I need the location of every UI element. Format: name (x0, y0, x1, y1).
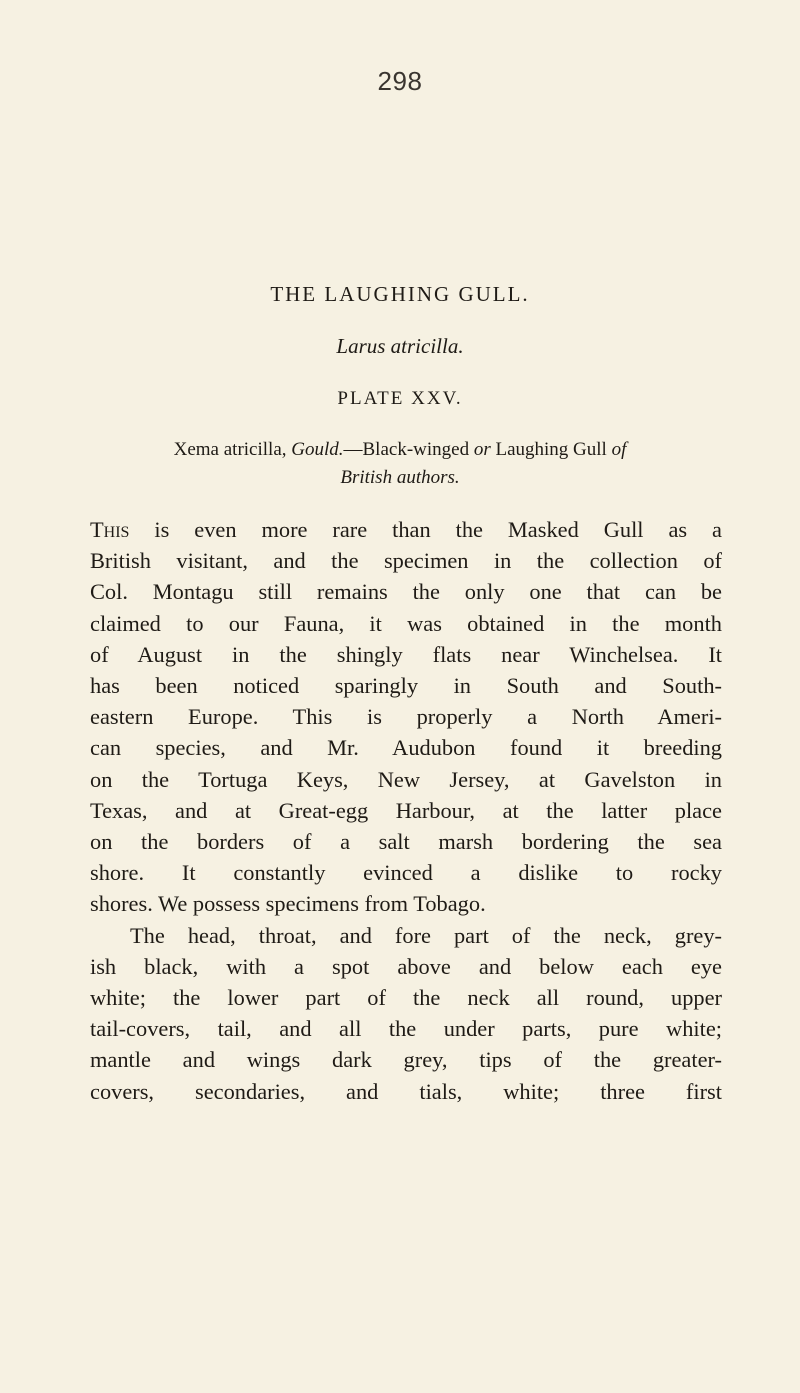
body-line-14: The head, throat, and fore part of the neck, grey- (130, 922, 722, 948)
synonym-genus: Xema atricilla, (173, 439, 292, 460)
body-line-1-rest: is even more rare than the Masked Gull as a (129, 517, 722, 542)
latin-name: Larus atricilla. (336, 334, 464, 358)
synonym-common: —Black-winged (343, 439, 474, 460)
body-line-10: Texas, and at Great-egg Harbour, at the latter place (90, 797, 722, 823)
body-line-19: covers, secondaries, and tials, white; three first (90, 1078, 722, 1104)
synonym-of: of (611, 439, 627, 460)
first-word: This (90, 517, 130, 542)
body-line-8: can species, and Mr. Audubon found it breeding (90, 735, 722, 761)
body-line-16: white; the lower part of the neck all round, upper (90, 985, 722, 1011)
body-line-12: shore. It constantly evinced a dislike to rocky (90, 860, 722, 886)
body-line-18: mantle and wings dark grey, tips of the greater- (90, 1047, 722, 1073)
body-line-17: tail-covers, tail, and all the under parts, pure white; (90, 1016, 722, 1042)
body-line-9: on the Tortuga Keys, New Jersey, at Gavelston in (90, 766, 722, 792)
body-line-5: of August in the shingly flats near Winchelsea. It (90, 641, 722, 667)
synonym-citation (0, 436, 800, 492)
body-line-7: eastern Europe. This is properly a North Ameri- (90, 704, 722, 730)
body-line-11: on the borders of a salt marsh bordering the sea (90, 829, 722, 855)
body-line-2: British visitant, and the specimen in the collection of (90, 548, 722, 574)
page-number: 298 (377, 66, 423, 96)
synonym-or: or (473, 439, 491, 460)
synonym-line-2: British authors. (340, 467, 460, 488)
body-line-4: claimed to our Fauna, it was obtained in the month (90, 610, 722, 636)
body-line-1 (90, 514, 722, 545)
body-line-15: ish black, with a spot above and below each eye (90, 953, 722, 979)
plate-label: PLATE XXV. (337, 388, 463, 409)
body-text (90, 514, 722, 1107)
synonym-laughing: Laughing Gull (490, 439, 612, 460)
body-line-13: shores. We possess specimens from Tobago. (90, 891, 486, 917)
body-line-6: has been noticed sparingly in South and South- (90, 673, 722, 699)
synonym-line-1 (0, 436, 800, 464)
body-line-3: Col. Montagu still remains the only one that can be (90, 579, 722, 605)
chapter-title: THE LAUGHING GULL. (270, 282, 530, 306)
synonym-author: Gould. (291, 439, 344, 460)
